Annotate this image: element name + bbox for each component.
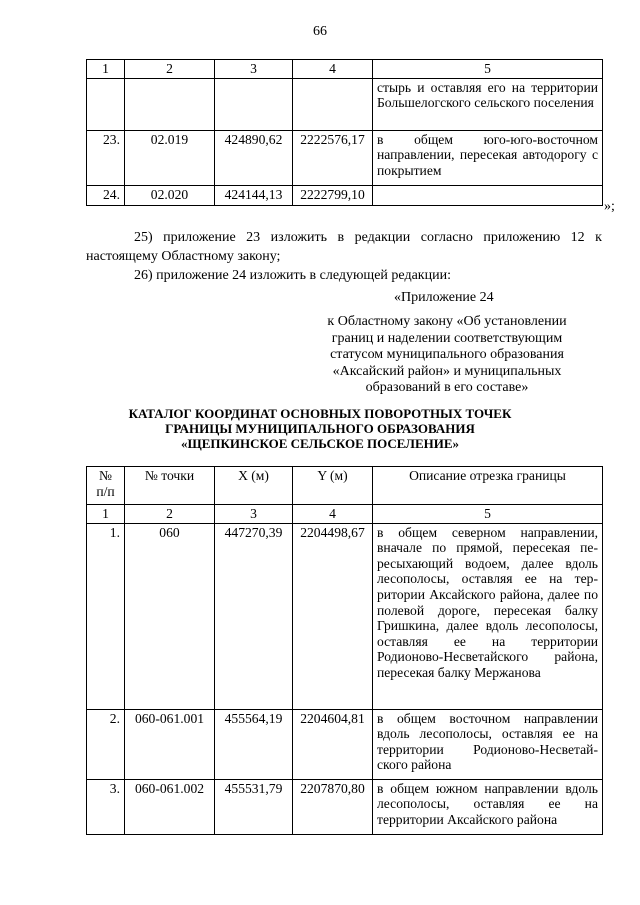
header-row-number — [87, 467, 125, 505]
catalog-line: КАТАЛОГ КООРДИНАТ ОСНОВНЫХ ПОВОРОТНЫХ ТОЧЕК — [128, 406, 512, 421]
point-id: 060-061.001 — [125, 709, 215, 779]
x-coord: 424144,13 — [215, 185, 293, 205]
table-row — [87, 185, 603, 205]
coordinates-table — [86, 466, 603, 835]
col-num: 2 — [125, 505, 215, 524]
row-number: 3. — [87, 779, 125, 834]
x-coord — [215, 78, 293, 130]
point-id: 060-061.002 — [125, 779, 215, 834]
segment-description: стырь и оставляя его на территории Большелогского сельского поселения — [373, 78, 603, 130]
header-y: Y (м) — [293, 467, 373, 505]
col-num: 5 — [373, 60, 603, 79]
appendix-line: образований в его составе» — [365, 380, 529, 395]
x-coord: 455531,79 — [215, 779, 293, 834]
segment-description: в общем восточном направлении вдоль лесополосы, оставляя ее на территории Родионово-Несветайского района — [373, 709, 603, 779]
segment-description — [373, 185, 603, 205]
row-number: 23. — [87, 130, 125, 185]
y-coord: 2207870,80 — [293, 779, 373, 834]
table-header-row — [87, 467, 603, 505]
table-row — [87, 779, 603, 834]
col-num: 3 — [215, 505, 293, 524]
point-id — [125, 78, 215, 130]
header-point: № точки — [125, 467, 215, 505]
table-row — [87, 130, 603, 185]
paragraph-26: 26) приложение 24 изложить в следующей редакции: — [134, 268, 451, 283]
header-description: Описание отрезка границы — [373, 467, 603, 505]
catalog-line: ГРАНИЦЫ МУНИЦИПАЛЬНОГО ОБРАЗОВАНИЯ — [165, 421, 475, 436]
col-num: 4 — [293, 505, 373, 524]
table-row — [87, 709, 603, 779]
appendix-line: границ и наделении соответствующим — [331, 330, 563, 346]
y-coord: 2204498,67 — [293, 523, 373, 709]
appendix-line: к Областному закону «Об установлении — [327, 314, 567, 329]
page-number: 66 — [313, 24, 327, 39]
x-coord: 447270,39 — [215, 523, 293, 709]
col-num: 5 — [373, 505, 603, 524]
table-row — [87, 523, 603, 709]
appendix-title: «Приложение 24 — [394, 290, 494, 305]
catalog-line: «ЩЕПКИНСКОЕ СЕЛЬСКОЕ ПОСЕЛЕНИЕ» — [180, 436, 460, 451]
coordinates-table-continuation — [86, 59, 603, 206]
x-coord: 424890,62 — [215, 130, 293, 185]
row-number: 2. — [87, 709, 125, 779]
paragraph-25: 25) приложение 23 изложить в редакции согласно приложению 12 к настоящему Областному закону; — [86, 230, 602, 264]
y-coord: 2204604,81 — [293, 709, 373, 779]
row-number: 24. — [87, 185, 125, 205]
segment-description: в общем юго-юго-восточном направлении, пересекая автодорогу с покрытием — [373, 130, 603, 185]
segment-description: в общем северном направлении, вначале по прямой, пересекая пересыхающий водоем, далее вдоль лесополосы, оставляя ее на территории Аксайского района, далее по полевой дороге, пересекая балку Гришкина, далее вдоль лесополосы, оставляя ее на территории Родионово-Несветайского района, пересекая балку Мержанова — [373, 523, 603, 709]
appendix-line: статусом муниципального образования — [330, 347, 564, 362]
col-num: 4 — [293, 60, 373, 79]
header-x: X (м) — [215, 467, 293, 505]
segment-description: в общем южном направлении вдоль лесополосы, оставляя ее на территории Аксайского района — [373, 779, 603, 834]
y-coord: 2222576,17 — [293, 130, 373, 185]
point-id: 02.019 — [125, 130, 215, 185]
column-number-row — [87, 60, 603, 79]
y-coord — [293, 78, 373, 130]
header-n-line2: п/п — [96, 483, 115, 499]
col-num: 1 — [87, 505, 125, 524]
appendix-line: «Аксайский район» и муниципальных — [332, 363, 562, 379]
catalog-heading — [0, 406, 640, 451]
column-number-row — [87, 505, 603, 524]
x-coord: 455564,19 — [215, 709, 293, 779]
point-id: 02.020 — [125, 185, 215, 205]
col-num: 2 — [125, 60, 215, 79]
col-num: 1 — [87, 60, 125, 79]
appendix-subtitle — [302, 314, 592, 397]
point-id: 060 — [125, 523, 215, 709]
col-num: 3 — [215, 60, 293, 79]
closing-quote: »; — [604, 199, 615, 214]
header-n-line1: № — [99, 468, 112, 483]
row-number — [87, 78, 125, 130]
row-number: 1. — [87, 523, 125, 709]
y-coord: 2222799,10 — [293, 185, 373, 205]
table-row — [87, 78, 603, 130]
